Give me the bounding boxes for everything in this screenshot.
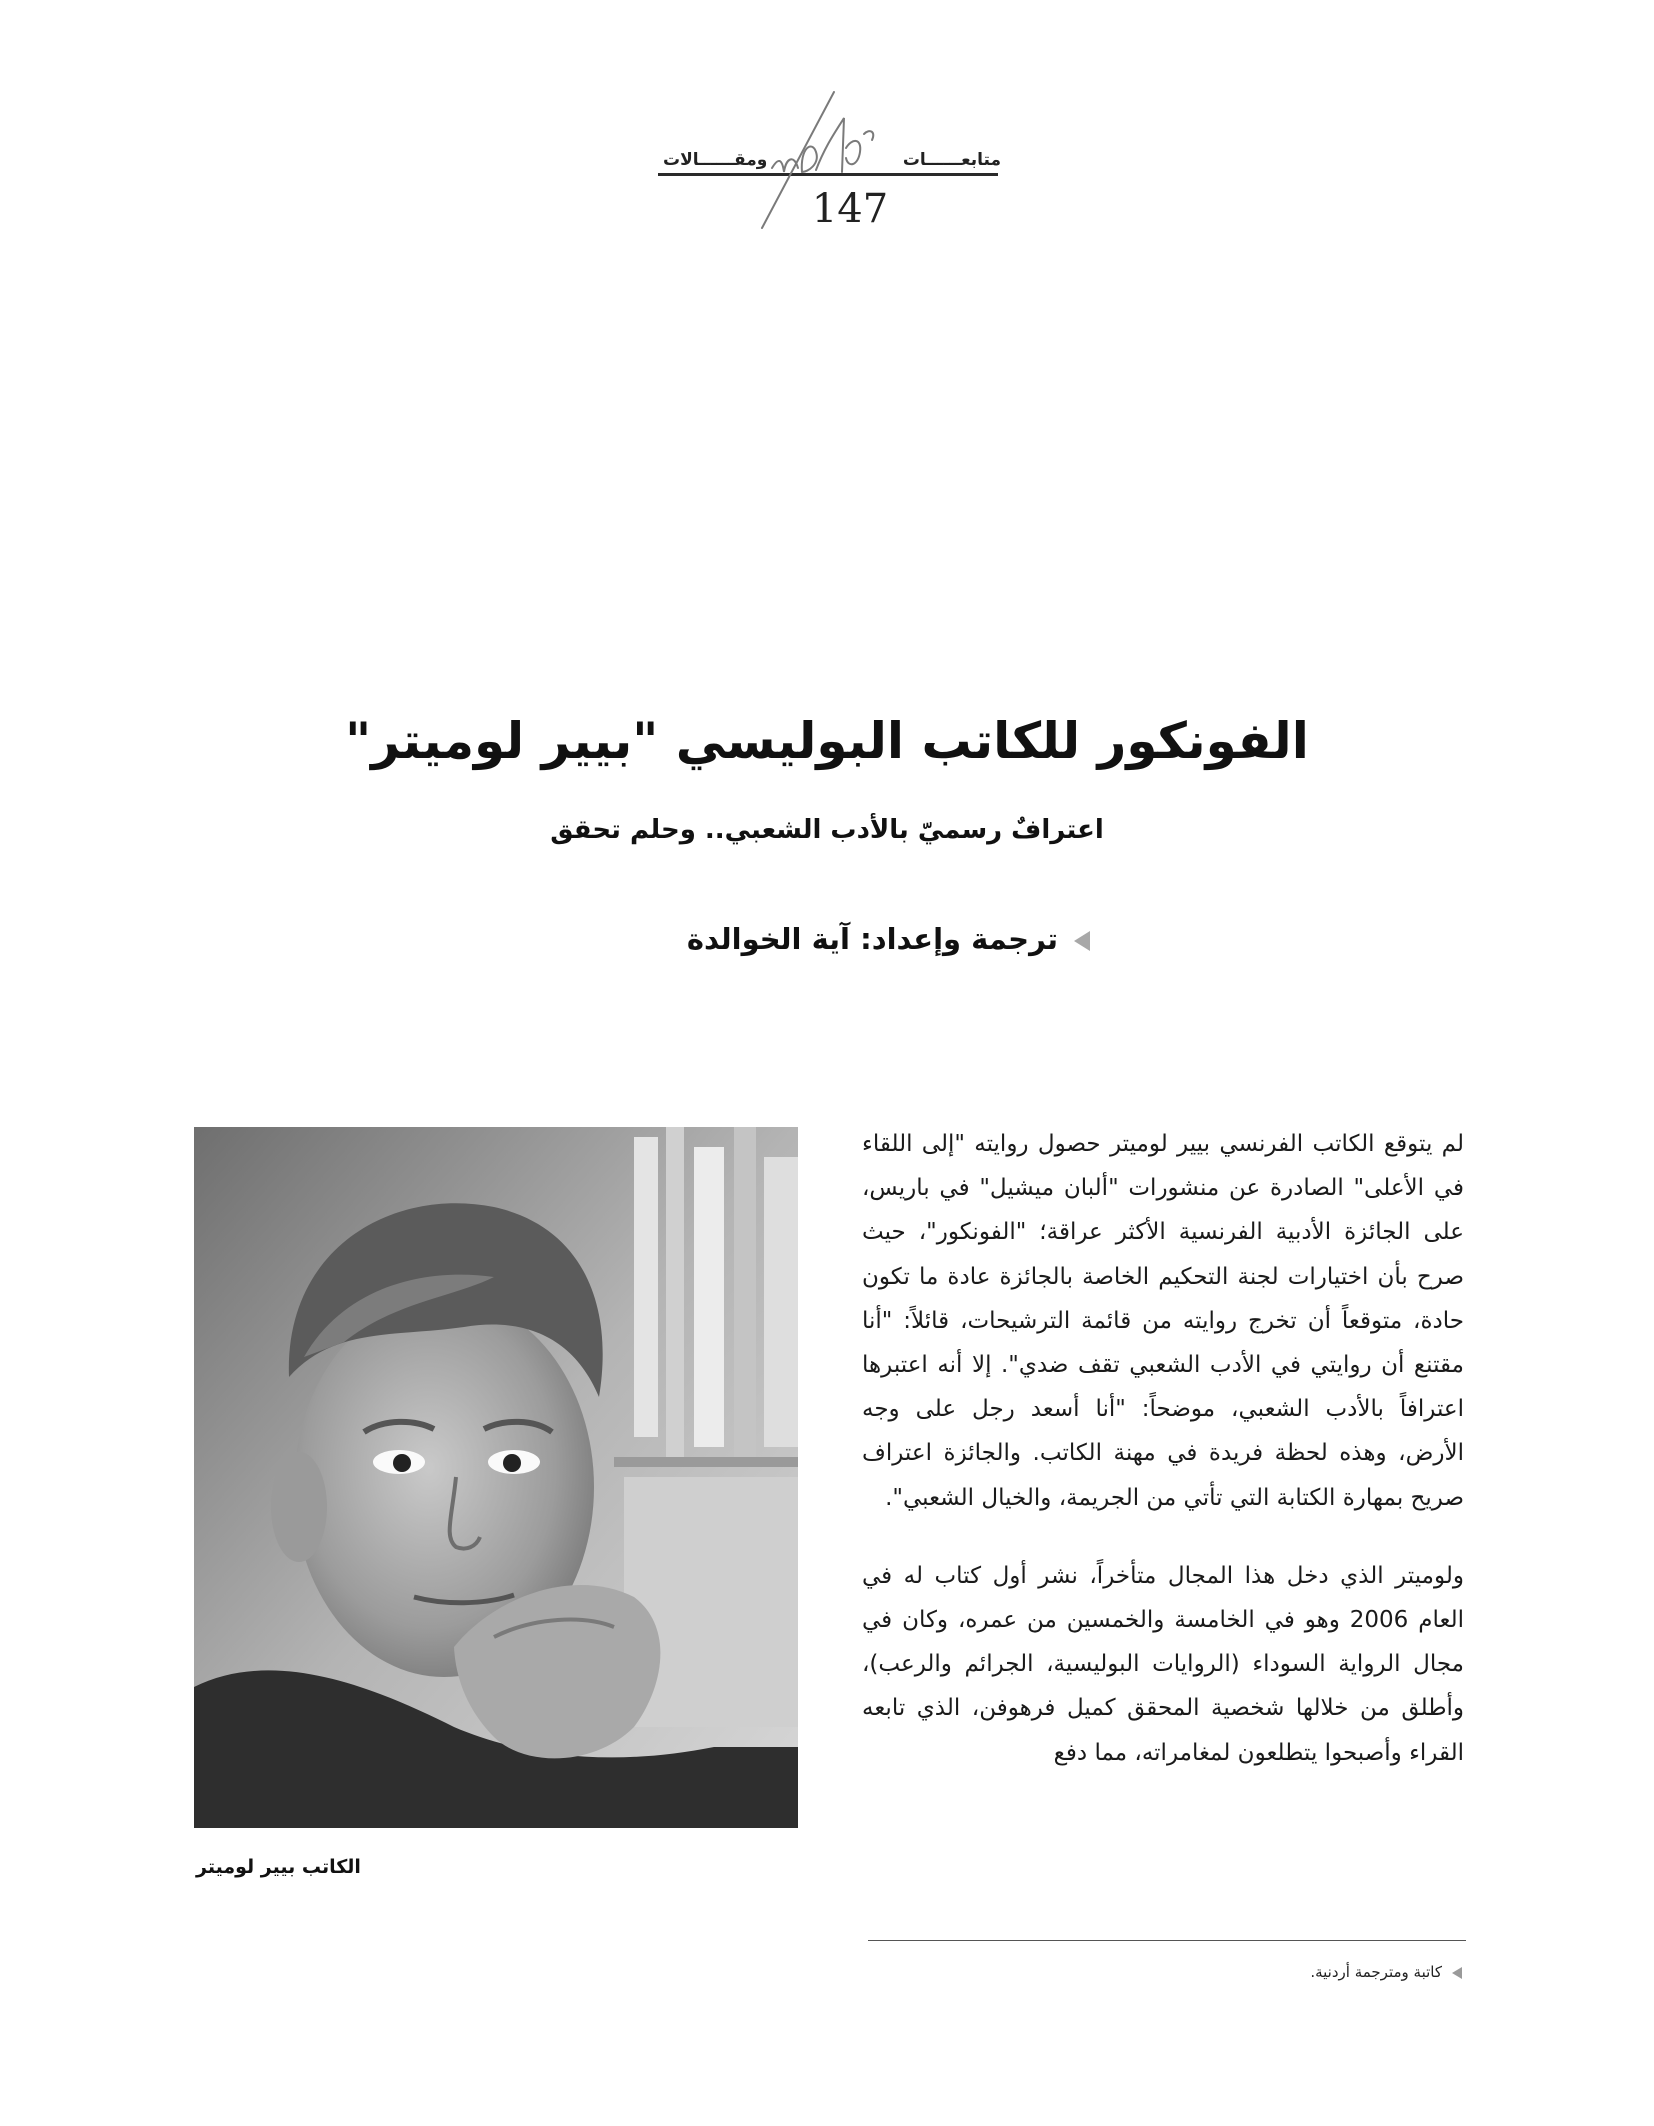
body-paragraph: ولوميتر الذي دخل هذا المجال متأخراً، نشر أول كتاب له في العام 2006 وهو في الخامسة والخمسين من عمره، وكان في مجال الرواية السوداء (الروايات البوليسية، الجرائم والرعب)، وأطلق من خلالها شخصية المحقق كميل فرهوفن، الذي تابعه القراء وأصبحوا يتطلعون لمغامراته، مما دفع [862,1562,1464,1766]
photo-caption: الكاتب بيير لوميتر [196,1856,361,1878]
footnote-text: كاتبة ومترجمة أردنية. [1310,1963,1442,1981]
footnote-triangle-icon [1452,1967,1462,1979]
section-label-left: ومقــــــالات [663,150,768,170]
footnote [1310,1963,1462,1981]
byline [560,922,1090,962]
page-number: 147 [811,186,889,232]
footnote-rule [868,1940,1466,1941]
byline-triangle-icon [1074,931,1090,951]
author-portrait-icon [194,1127,798,1828]
article-subtitle: اعترافٌ رسميّ بالأدب الشعبي.. وحلم تحقق [550,815,1104,845]
body-paragraph: لم يتوقع الكاتب الفرنسي بيير لوميتر حصول روايته "إلى اللقاء في الأعلى" الصادرة عن منشورات "ألبان ميشيل" في باريس، على الجائزة الأدبية الفرنسية الأكثر عراقة؛ "الفونكور"، حيث صرح بأن اختيارات لجنة التحكيم الخاصة بالجائزة عادة ما تكون حادة، متوقعاً أن تخرج روايته من قائمة الترشيحات، قائلاً: "أنا مقتنع أن روايتي في الأدب الشعبي تقف ضدي". إلا أنه اعتبرها اعترافاً بالأدب الشعبي، موضحاً: "أنا أسعد رجل على وجه الأرض، وهذه لحظة فريدة في مهنة الكاتب. والجائزة اعتراف صريح بمهارة الكتابة التي تأتي من الجريمة، والخيال الشعبي". [862,1131,1464,1511]
article-title: الفونكور للكاتب البوليسي "بيير لوميتر" [345,712,1309,770]
article-body [862,1122,1464,1775]
byline-text: ترجمة وإعداد: آية الخوالدة [686,922,1058,956]
author-photo [194,1127,798,1828]
section-label-right: متابعــــــات [902,150,1001,170]
